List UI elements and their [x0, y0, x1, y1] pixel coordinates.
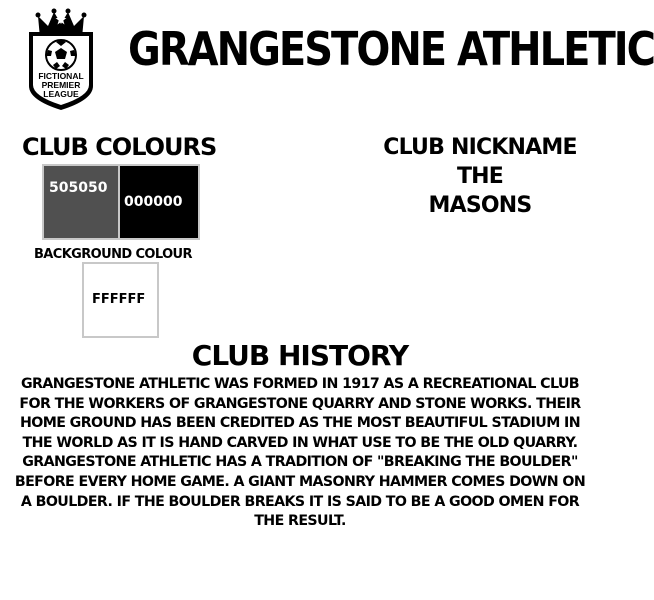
club-colours-heading: CLUB COLOURS [22, 133, 217, 161]
league-text-line-2: PREMIER [41, 80, 81, 90]
background-colour-label: BACKGROUND COLOUR [34, 247, 192, 262]
club-history-heading: CLUB HISTORY [191, 339, 409, 372]
league-logo-graphic [26, 8, 96, 112]
club-history-text: GRANGESTONE ATHLETIC WAS FORMED IN 1917 AS A RECREATIONAL CLUB FOR THE WORKERS OF GRANGESTONE QUARRY AND STONE WORKS. THEIR HOME GROUND HAS BEEN CREDITED AS THE MOST BEAUTIFUL STADIUM IN THE WORLD AS IT IS HAND CARVED IN WHAT USE TO BE THE OLD QUARRY. GRANGESTONE ATHLETIC HAS A TRADITION OF "BREAKING THE BOULDER" BEFORE EVERY HOME GAME. A GIANT MASONRY HAMMER COMES DOWN ON A BOULDER. IF THE BOULDER BREAKS IT IS SAID TO BE A GOOD OMEN FOR THE RESULT. [14, 376, 586, 530]
club-nickname-heading: CLUB NICKNAME [383, 135, 577, 160]
background-colour-swatch [82, 262, 159, 338]
league-logo [26, 8, 96, 112]
league-text-line-1: FICTIONAL [38, 71, 84, 81]
club-nickname-block [370, 133, 590, 220]
football-icon [46, 40, 76, 70]
primary-colour-swatch [42, 164, 120, 240]
club-nickname-line-2: MASONS [428, 193, 532, 218]
secondary-colour-hex: 000000 [124, 194, 183, 210]
club-name-title: GRANGESTONE ATHLETIC [128, 23, 654, 77]
secondary-colour-swatch [118, 164, 200, 240]
league-text-line-3: LEAGUE [43, 89, 79, 99]
club-nickname-line-1: THE [456, 164, 504, 189]
background-colour-hex: FFFFFF [92, 292, 146, 307]
primary-colour-hex: 505050 [49, 180, 108, 196]
